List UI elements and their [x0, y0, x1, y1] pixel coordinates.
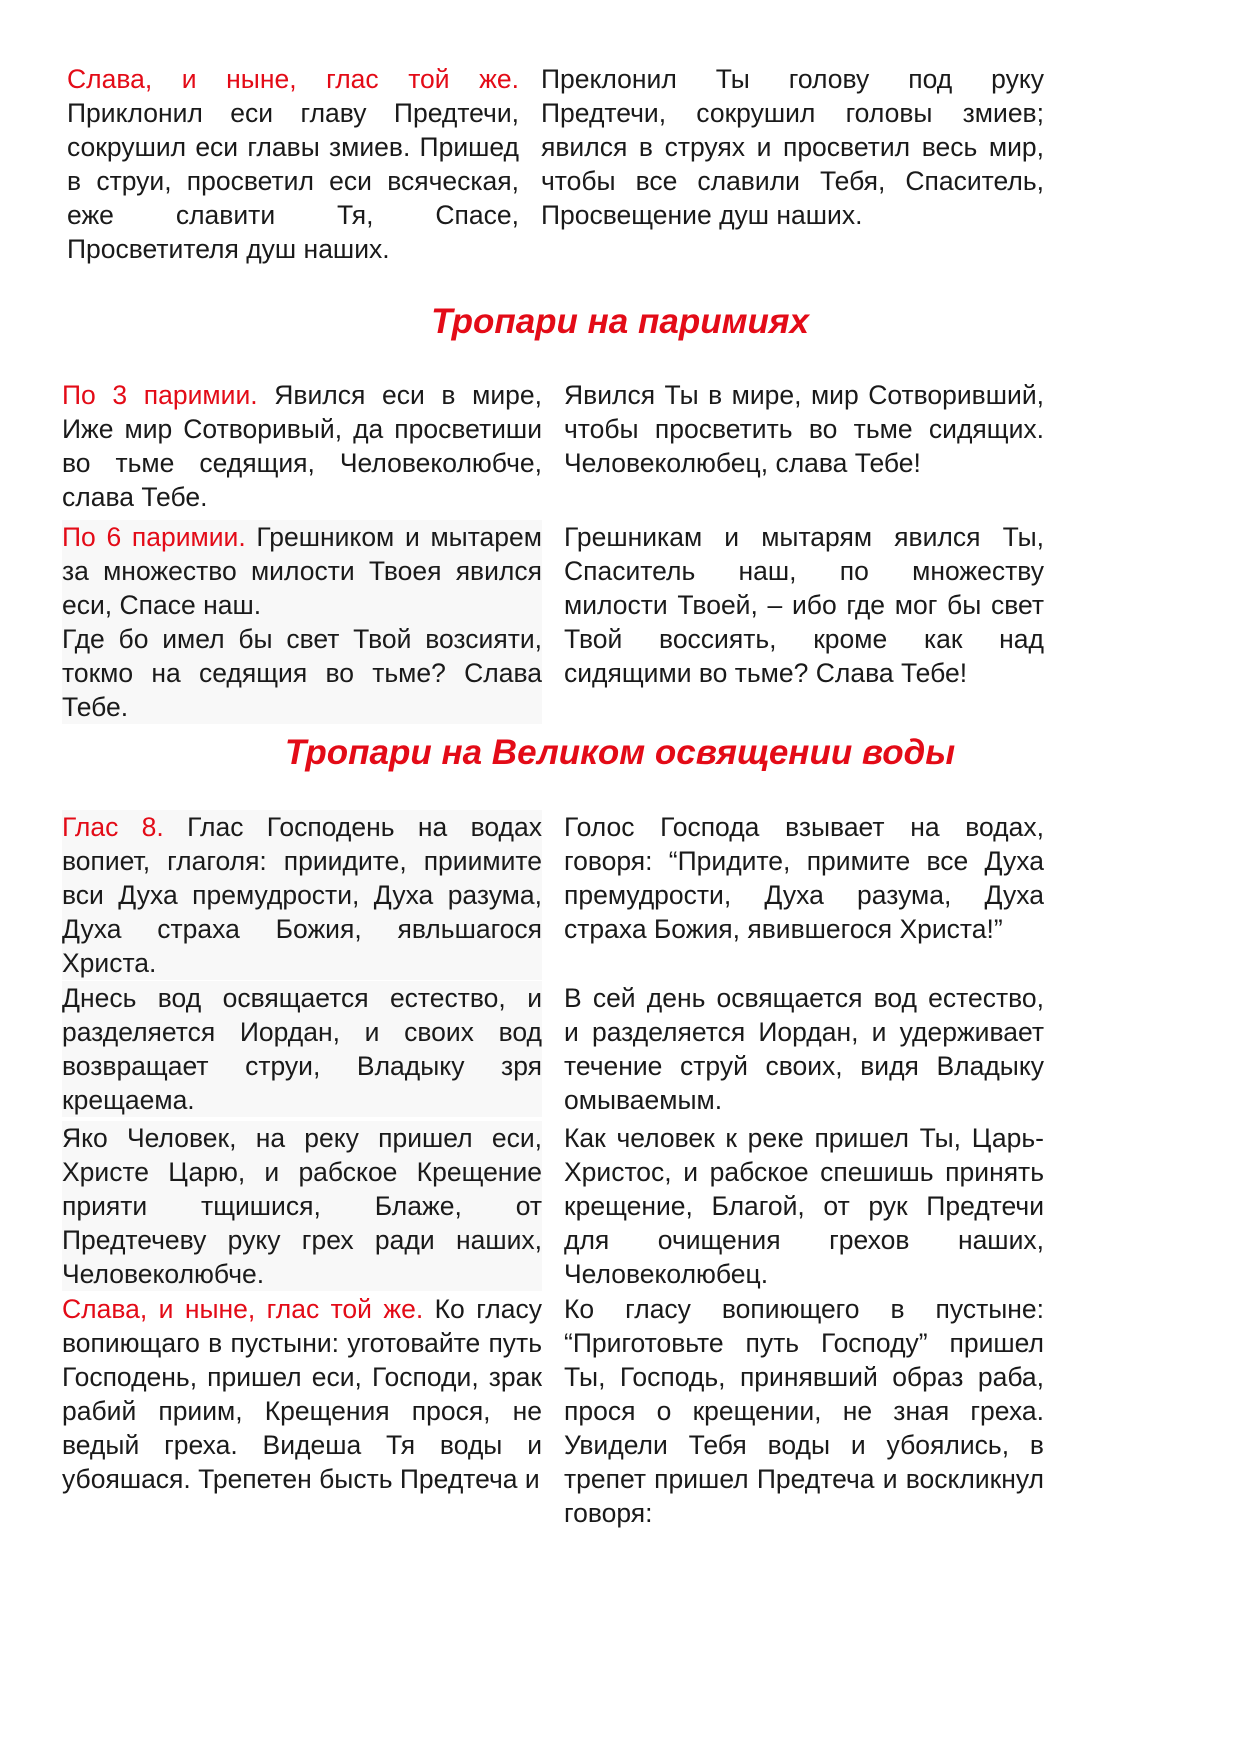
russian-column — [564, 1121, 1044, 1291]
russian-text: Преклонил Ты голову под руку Предтечи, сокрушил головы змиев; явился в струях и просветил весь мир, чтобы все славили Тебя, Спаситель, Просвещение душ наших. — [541, 64, 1044, 230]
church-slavonic-column — [67, 62, 519, 266]
russian-text: Голос Господа взывает на водах, говоря: “Придите, примите все Духа премудрости, Духа разума, Духа страха Божия, явившегося Христа!” — [564, 812, 1044, 944]
church-slavonic-column — [62, 810, 542, 980]
troparion-block — [62, 1121, 1044, 1291]
slavonic-text: Явился еси в мире, Иже мир Сотворивый, да просветиши во тьме седящия, Человеколюбче, слава Тебе. — [62, 380, 542, 512]
troparion-block — [67, 62, 1044, 266]
russian-column — [564, 520, 1044, 724]
troparion-block — [62, 981, 1044, 1117]
section-heading: Тропари на Великом освящении воды — [284, 733, 956, 772]
slavonic-text: Яко Человек, на реку пришел еси, Христе Царю, и рабское Крещение прияти тщишися, Блаже, от Предтечеву руку грех ради наших, Человеколюбче. — [62, 1123, 542, 1289]
rubric-label: Глас 8. — [62, 812, 164, 842]
russian-column — [541, 62, 1044, 266]
russian-text: Ко гласу вопиющего в пустыне: “Приготовьте путь Господу” пришел Ты, Господь, принявший образ раба, прося о крещении, не зная греха. Увидели Тебя воды и убоялись, в трепет пришел Предтеча и воскликнул говоря: — [564, 1294, 1044, 1528]
russian-column — [564, 981, 1044, 1117]
slavonic-text: Приклонил еси главу Предтечи, сокрушил еси главы змиев. Пришед в струи, просветил еси всяческая, еже славити Тя, Спасе, Просветителя душ наших. — [67, 98, 519, 264]
church-slavonic-column — [62, 1121, 542, 1291]
church-slavonic-column — [62, 378, 542, 514]
russian-text: Грешникам и мытарям явился Ты, Спаситель наш, по множеству милости Твоей, – ибо где мог бы свет Твой воссиять, кроме как над сидящими во тьме? Слава Тебе! — [564, 522, 1044, 688]
troparion-block — [62, 1292, 1044, 1530]
rubric-label: По 6 паримии. — [62, 522, 246, 552]
russian-text: В сей день освящается вод естество, и разделяется Иордан, и удерживает течение струй своих, видя Владыку омываемым. — [564, 983, 1044, 1115]
rubric-label: Слава, и ныне, глас той же. — [67, 64, 519, 94]
slavonic-text: Грешником и мытарем за множество милости Твоея явился еси, Спасе наш. — [62, 522, 542, 620]
slavonic-text: Где бо имел бы свет Твой возсияти, токмо на седящия во тьме? Слава Тебе. — [62, 624, 542, 722]
church-slavonic-column — [62, 1292, 542, 1530]
rubric-label: По 3 паримии. — [62, 380, 258, 410]
rubric-label: Слава, и ныне, глас той же. — [62, 1294, 424, 1324]
slavonic-text: Ко гласу вопиющаго в пустыни: уготовайте путь Господень, пришел еси, Господи, зрак рабий приим, Крещения прося, не ведый греха. Видеша Тя воды и убояшася. Трепетен бысть Предтеча и — [62, 1294, 542, 1494]
church-slavonic-column — [62, 981, 542, 1117]
section-heading: Тропари на паримиях — [431, 302, 809, 341]
troparion-block — [62, 810, 1044, 980]
russian-column — [564, 1292, 1044, 1530]
russian-text: Явился Ты в мире, мир Сотворивший, чтобы просветить во тьме сидящих. Человеколюбец, слава Тебе! — [564, 380, 1044, 478]
slavonic-text: Глас Господень на водах вопиет, глаголя: приидите, приимите вси Духа премудрости, Духа разума, Духа страха Божия, явльшагося Христа. — [62, 812, 542, 978]
russian-column — [564, 810, 1044, 980]
slavonic-text: Днесь вод освящается естество, и разделяется Иордан, и своих вод возвращает струи, Владыку зря крещаема. — [62, 983, 542, 1115]
troparion-block — [62, 378, 1044, 514]
russian-text: Как человек к реке пришел Ты, Царь-Христос, и рабское спешишь принять крещение, Благой, от рук Предтечи для очищения грехов наших, Человеколюбец. — [564, 1123, 1044, 1289]
church-slavonic-column — [62, 520, 542, 724]
russian-column — [564, 378, 1044, 514]
troparion-block — [62, 520, 1044, 724]
